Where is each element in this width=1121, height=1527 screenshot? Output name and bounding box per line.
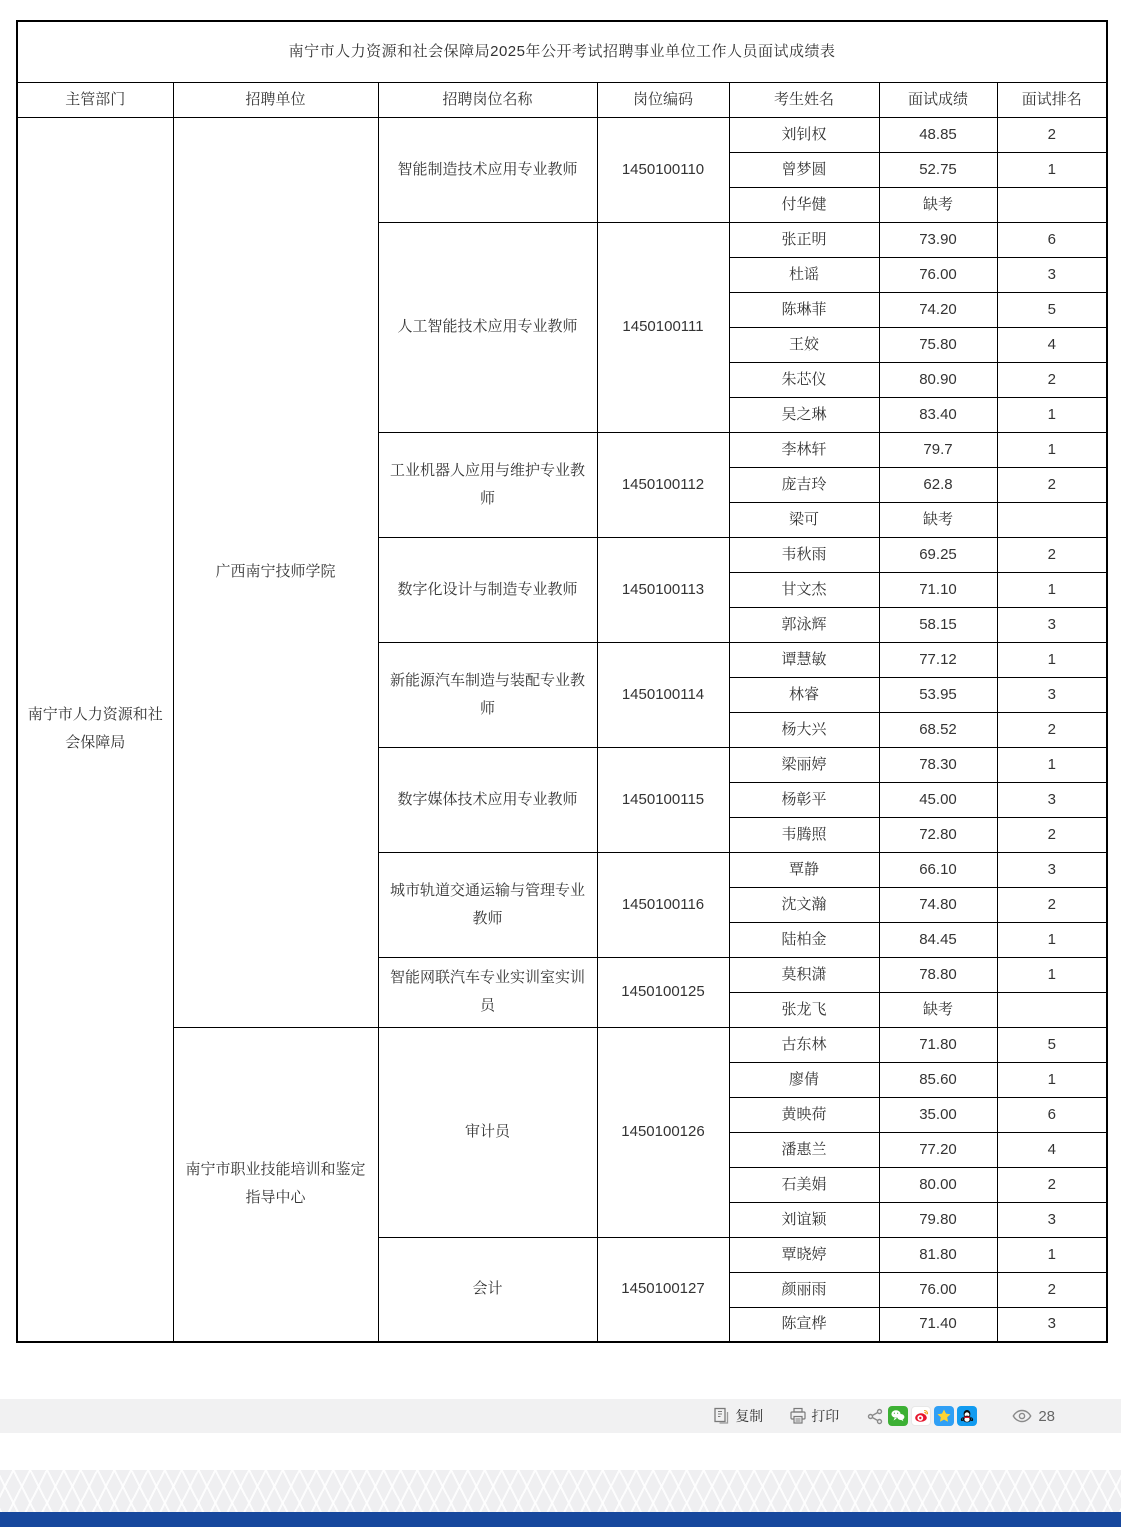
score-cell: 73.90 — [879, 222, 997, 257]
col-header-unit: 招聘单位 — [173, 82, 378, 117]
candidate-name-cell: 陈宣桦 — [729, 1307, 879, 1342]
position-title-cell: 数字媒体技术应用专业教师 — [378, 747, 597, 852]
score-cell: 48.85 — [879, 117, 997, 152]
score-cell: 58.15 — [879, 607, 997, 642]
score-cell: 62.8 — [879, 467, 997, 502]
rank-cell: 2 — [997, 1167, 1107, 1202]
candidate-name-cell: 杨彰平 — [729, 782, 879, 817]
score-cell: 85.60 — [879, 1062, 997, 1097]
rank-cell: 1 — [997, 397, 1107, 432]
candidate-name-cell: 黄映荷 — [729, 1097, 879, 1132]
rank-cell: 2 — [997, 712, 1107, 747]
share-icon[interactable] — [865, 1406, 885, 1426]
score-cell: 78.30 — [879, 747, 997, 782]
score-cell: 66.10 — [879, 852, 997, 887]
share-group — [865, 1406, 977, 1426]
rank-cell: 2 — [997, 117, 1107, 152]
table-title-row — [17, 21, 1107, 82]
copy-button[interactable] — [713, 1406, 763, 1426]
rank-cell: 5 — [997, 1027, 1107, 1062]
copy-label: 复制 — [735, 1408, 764, 1424]
candidate-name-cell: 杜谣 — [729, 257, 879, 292]
rank-cell: 5 — [997, 292, 1107, 327]
candidate-name-cell: 朱芯仪 — [729, 362, 879, 397]
eye-icon — [1011, 1408, 1033, 1424]
candidate-name-cell: 刘钊权 — [729, 117, 879, 152]
page-title: 南宁市人力资源和社会保障局2025年公开考试招聘事业单位工作人员面试成绩表 — [17, 21, 1107, 82]
position-code-cell: 1450100112 — [597, 432, 729, 537]
rank-cell — [997, 187, 1107, 222]
print-icon — [789, 1407, 807, 1425]
candidate-name-cell: 王姣 — [729, 327, 879, 362]
rank-cell: 1 — [997, 1062, 1107, 1097]
position-code-cell: 1450100114 — [597, 642, 729, 747]
score-cell: 71.10 — [879, 572, 997, 607]
rank-cell: 2 — [997, 1272, 1107, 1307]
view-count: 28 — [1038, 1407, 1055, 1425]
col-header-rank: 面试排名 — [997, 82, 1107, 117]
score-cell: 76.00 — [879, 1272, 997, 1307]
candidate-name-cell: 杨大兴 — [729, 712, 879, 747]
qq-share-icon[interactable] — [957, 1406, 977, 1426]
score-cell: 83.40 — [879, 397, 997, 432]
score-cell: 74.80 — [879, 887, 997, 922]
candidate-name-cell: 张龙飞 — [729, 992, 879, 1027]
position-code-cell: 1450100127 — [597, 1237, 729, 1342]
score-cell: 52.75 — [879, 152, 997, 187]
candidate-name-cell: 潘惠兰 — [729, 1132, 879, 1167]
position-title-cell: 数字化设计与制造专业教师 — [378, 537, 597, 642]
candidate-name-cell: 曾梦圆 — [729, 152, 879, 187]
score-cell: 53.95 — [879, 677, 997, 712]
rank-cell: 1 — [997, 152, 1107, 187]
col-header-candidate: 考生姓名 — [729, 82, 879, 117]
rank-cell: 3 — [997, 1202, 1107, 1237]
candidate-name-cell: 颜丽雨 — [729, 1272, 879, 1307]
candidate-name-cell: 覃晓婷 — [729, 1237, 879, 1272]
qzone-share-icon[interactable] — [934, 1406, 954, 1426]
candidate-name-cell: 覃静 — [729, 852, 879, 887]
weibo-share-icon[interactable] — [911, 1406, 931, 1426]
candidate-name-cell: 梁可 — [729, 502, 879, 537]
candidate-name-cell: 廖倩 — [729, 1062, 879, 1097]
rank-cell: 3 — [997, 782, 1107, 817]
rank-cell: 3 — [997, 607, 1107, 642]
score-cell: 77.20 — [879, 1132, 997, 1167]
candidate-name-cell: 陈琳菲 — [729, 292, 879, 327]
position-title-cell: 人工智能技术应用专业教师 — [378, 222, 597, 432]
rank-cell: 1 — [997, 922, 1107, 957]
score-cell: 84.45 — [879, 922, 997, 957]
score-cell: 81.80 — [879, 1237, 997, 1272]
score-cell: 79.7 — [879, 432, 997, 467]
position-title-cell: 智能制造技术应用专业教师 — [378, 117, 597, 222]
candidate-name-cell: 韦秋雨 — [729, 537, 879, 572]
score-table-body — [17, 117, 1107, 1342]
col-header-position: 招聘岗位名称 — [378, 82, 597, 117]
candidate-name-cell: 李林轩 — [729, 432, 879, 467]
candidate-name-cell: 梁丽婷 — [729, 747, 879, 782]
rank-cell: 1 — [997, 642, 1107, 677]
rank-cell: 6 — [997, 1097, 1107, 1132]
col-header-department: 主管部门 — [17, 82, 173, 117]
rank-cell: 3 — [997, 257, 1107, 292]
rank-cell: 1 — [997, 572, 1107, 607]
bottom-toolbar — [0, 1399, 1121, 1433]
rank-cell: 2 — [997, 537, 1107, 572]
rank-cell: 1 — [997, 432, 1107, 467]
rank-cell: 3 — [997, 677, 1107, 712]
score-cell: 74.20 — [879, 292, 997, 327]
table-row — [17, 1027, 1107, 1062]
candidate-name-cell: 付华健 — [729, 187, 879, 222]
score-cell: 76.00 — [879, 257, 997, 292]
position-title-cell: 工业机器人应用与维护专业教师 — [378, 432, 597, 537]
candidate-name-cell: 石美娟 — [729, 1167, 879, 1202]
position-title-cell: 会计 — [378, 1237, 597, 1342]
score-cell: 71.80 — [879, 1027, 997, 1062]
position-title-cell: 新能源汽车制造与装配专业教师 — [378, 642, 597, 747]
unit-cell: 南宁市职业技能培训和鉴定指导中心 — [173, 1027, 378, 1342]
score-cell: 78.80 — [879, 957, 997, 992]
rank-cell: 6 — [997, 222, 1107, 257]
rank-cell: 3 — [997, 852, 1107, 887]
score-cell: 80.90 — [879, 362, 997, 397]
interview-score-table — [16, 20, 1108, 1343]
rank-cell — [997, 502, 1107, 537]
decorative-pattern-band — [0, 1470, 1121, 1512]
unit-cell: 广西南宁技师学院 — [173, 117, 378, 1027]
candidate-name-cell: 莫积潇 — [729, 957, 879, 992]
position-code-cell: 1450100111 — [597, 222, 729, 432]
candidate-name-cell: 沈文瀚 — [729, 887, 879, 922]
copy-icon — [713, 1407, 731, 1425]
position-title-cell: 审计员 — [378, 1027, 597, 1237]
table-row — [17, 117, 1107, 152]
score-cell: 72.80 — [879, 817, 997, 852]
candidate-name-cell: 林睿 — [729, 677, 879, 712]
position-code-cell: 1450100113 — [597, 537, 729, 642]
rank-cell: 2 — [997, 887, 1107, 922]
table-header-row — [17, 82, 1107, 117]
rank-cell: 2 — [997, 362, 1107, 397]
candidate-name-cell: 古东林 — [729, 1027, 879, 1062]
candidate-name-cell: 谭慧敏 — [729, 642, 879, 677]
candidate-name-cell: 吴之琳 — [729, 397, 879, 432]
score-cell: 缺考 — [879, 502, 997, 537]
print-button[interactable] — [789, 1406, 839, 1426]
score-cell: 45.00 — [879, 782, 997, 817]
score-cell: 75.80 — [879, 327, 997, 362]
department-cell: 南宁市人力资源和社会保障局 — [17, 117, 173, 1342]
wechat-share-icon[interactable] — [888, 1406, 908, 1426]
rank-cell: 2 — [997, 817, 1107, 852]
score-cell: 缺考 — [879, 992, 997, 1027]
score-cell: 79.80 — [879, 1202, 997, 1237]
position-code-cell: 1450100115 — [597, 747, 729, 852]
score-cell: 35.00 — [879, 1097, 997, 1132]
score-cell: 69.25 — [879, 537, 997, 572]
rank-cell — [997, 992, 1107, 1027]
position-code-cell: 1450100126 — [597, 1027, 729, 1237]
candidate-name-cell: 庞吉玲 — [729, 467, 879, 502]
col-header-score: 面试成绩 — [879, 82, 997, 117]
score-cell: 80.00 — [879, 1167, 997, 1202]
candidate-name-cell: 陆柏金 — [729, 922, 879, 957]
candidate-name-cell: 刘谊颖 — [729, 1202, 879, 1237]
position-code-cell: 1450100125 — [597, 957, 729, 1027]
bottom-blue-bar — [0, 1512, 1121, 1527]
rank-cell: 3 — [997, 1307, 1107, 1342]
view-counter — [1011, 1408, 1055, 1425]
col-header-code: 岗位编码 — [597, 82, 729, 117]
position-title-cell: 智能网联汽车专业实训室实训员 — [378, 957, 597, 1027]
score-cell: 71.40 — [879, 1307, 997, 1342]
print-label: 打印 — [811, 1408, 840, 1424]
position-title-cell: 城市轨道交通运输与管理专业教师 — [378, 852, 597, 957]
candidate-name-cell: 张正明 — [729, 222, 879, 257]
rank-cell: 2 — [997, 467, 1107, 502]
rank-cell: 4 — [997, 1132, 1107, 1167]
candidate-name-cell: 郭泳辉 — [729, 607, 879, 642]
score-cell: 77.12 — [879, 642, 997, 677]
candidate-name-cell: 韦腾照 — [729, 817, 879, 852]
rank-cell: 1 — [997, 957, 1107, 992]
rank-cell: 1 — [997, 747, 1107, 782]
score-cell: 68.52 — [879, 712, 997, 747]
position-code-cell: 1450100110 — [597, 117, 729, 222]
rank-cell: 1 — [997, 1237, 1107, 1272]
position-code-cell: 1450100116 — [597, 852, 729, 957]
candidate-name-cell: 甘文杰 — [729, 572, 879, 607]
rank-cell: 4 — [997, 327, 1107, 362]
score-cell: 缺考 — [879, 187, 997, 222]
